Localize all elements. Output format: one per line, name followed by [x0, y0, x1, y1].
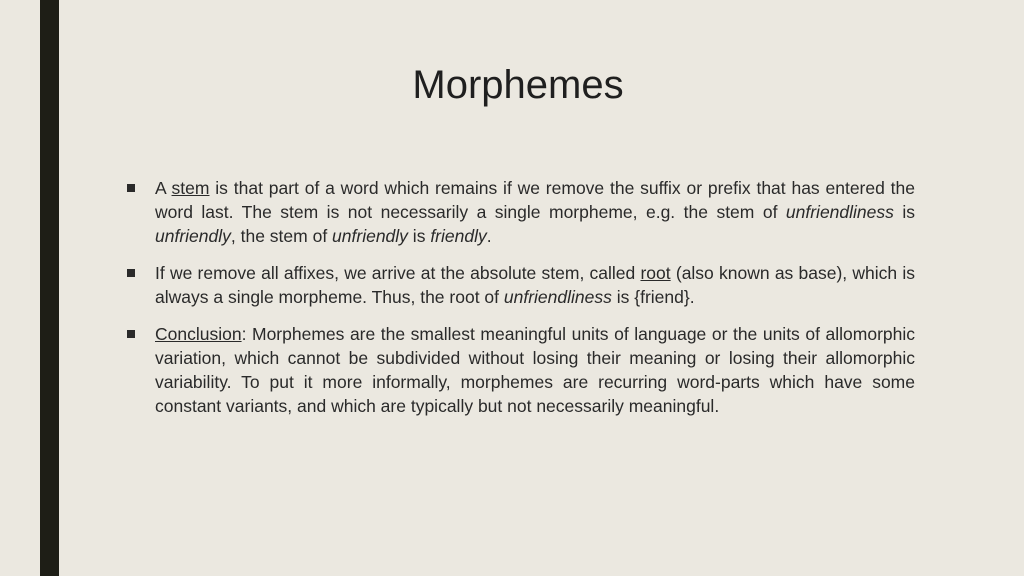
- bullet-conclusion: [125, 322, 915, 418]
- italic-word: unfriendliness: [785, 202, 894, 222]
- text-segment: is that part of a word which remains if we remove the suffix or prefix that has entered the word last. The stem is not necessarily a single morpheme, e.g. the stem of: [155, 178, 915, 222]
- slide-title: Morphemes: [412, 63, 624, 107]
- term-conclusion: Conclusion: [155, 324, 242, 344]
- text-segment: is: [407, 226, 431, 246]
- text-segment: A: [155, 178, 172, 198]
- text-segment: : Morphemes are the smallest meaningful units of language or the units of allomorphic variation, which cannot be subdivided without losing their meaning or losing their allomorphic variability. To put it more informally, morphemes are recurring word-parts which have some constant variants, and which are typically but not necessarily meaningful.: [155, 324, 915, 416]
- bullet-list: [125, 176, 915, 431]
- text-segment: (also known as base), which is always a single morpheme. Thus, the root of: [155, 263, 915, 307]
- term-stem: stem: [171, 178, 210, 198]
- italic-word: unfriendly: [332, 226, 408, 246]
- text-segment: .: [486, 226, 492, 246]
- text-segment: , the stem of: [230, 226, 333, 246]
- italic-word: unfriendliness: [503, 287, 612, 307]
- text-segment: is {friend}.: [611, 287, 695, 307]
- italic-word: friendly: [430, 226, 487, 246]
- square-bullet-icon: [127, 330, 135, 338]
- text-segment: If we remove all affixes, we arrive at the absolute stem, called: [155, 263, 641, 283]
- square-bullet-icon: [127, 184, 135, 192]
- text-segment: is: [893, 202, 916, 222]
- term-root: root: [640, 263, 671, 283]
- bullet-stem-definition: [125, 176, 915, 248]
- bullet-root-definition: [125, 261, 915, 309]
- square-bullet-icon: [127, 269, 135, 277]
- italic-word: unfriendly: [155, 226, 231, 246]
